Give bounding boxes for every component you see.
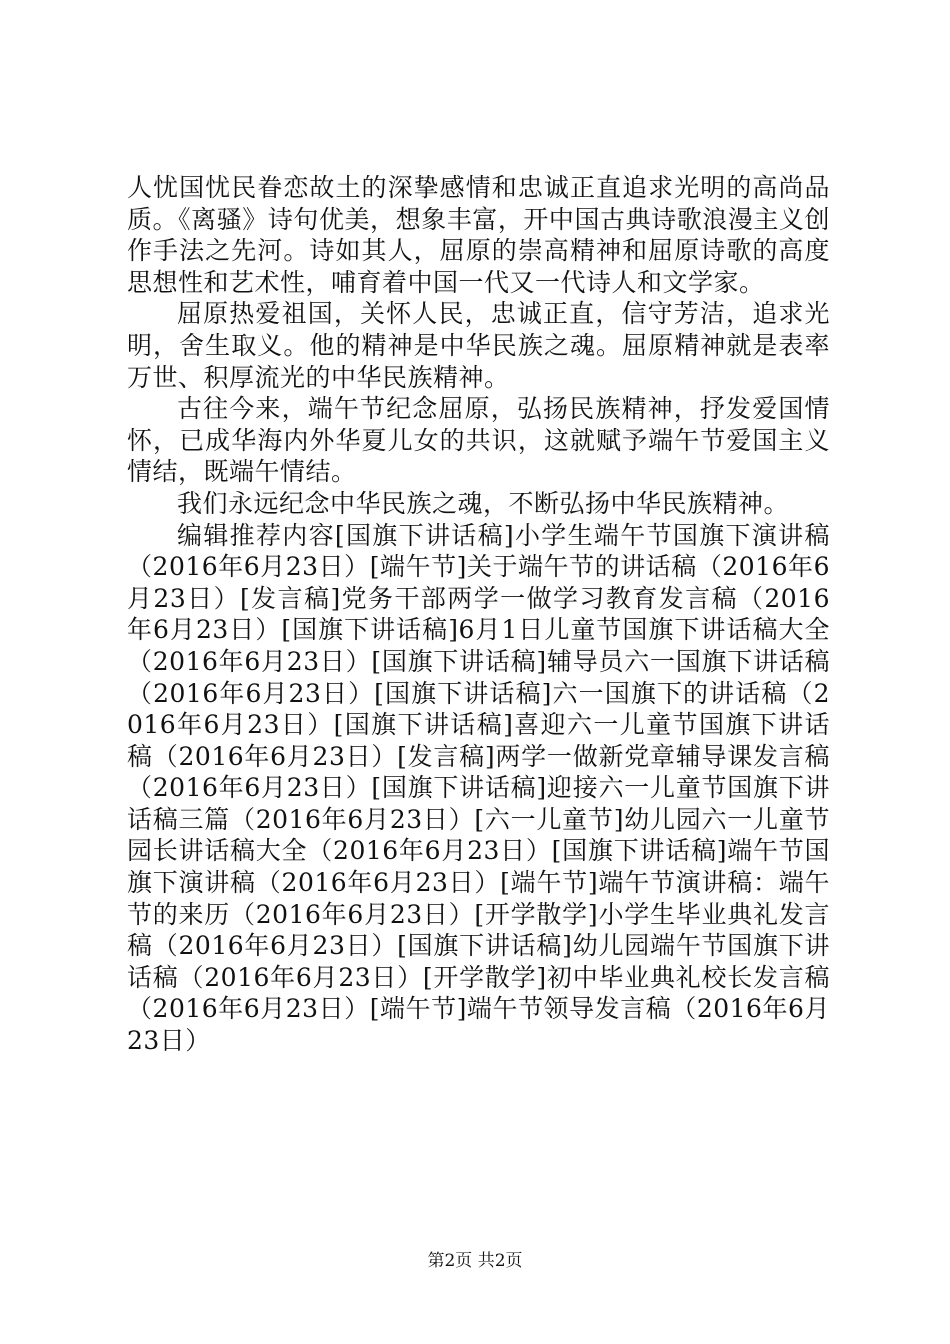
paragraph-3: 古往今来，端午节纪念屈原，弘扬民族精神，抒发爱国情怀，已成华海内外华夏儿女的共识，这就赋予端午节爱国主义情结，既端午情结。	[127, 394, 830, 487]
paragraph-1: 人忧国忧民眷恋故土的深挚感情和忠诚正直追求光明的高尚品质。《离骚》诗句优美，想象丰富，开中国古典诗歌浪漫主义创作手法之先河。诗如其人，屈原的崇高精神和屈原诗歌的高度思想性和艺术性，哺育着中国一代又一代诗人和文学家。	[127, 173, 830, 297]
document-body	[127, 172, 830, 1057]
page-footer: 第2页 共2页	[427, 1251, 523, 1271]
paragraph-5-recommended-list: 编辑推荐内容[国旗下讲话稿]小学生端午节国旗下演讲稿（2016年6月23日）[端午节]关于端午节的讲话稿（2016年6月23日）[发言稿]党务干部两学一做学习教育发言稿（2016年6月23日）[国旗下讲话稿]6月1日儿童节国旗下讲话稿大全（2016年6月23日）[国旗下讲话稿]辅导员六一国旗下讲话稿（2016年6月23日）[国旗下讲话稿]六一国旗下的讲话稿（2016年6月23日）[国旗下讲话稿]喜迎六一儿童节国旗下讲话稿（2016年6月23日）[发言稿]两学一做新党章辅导课发言稿（2016年6月23日）[国旗下讲话稿]迎接六一儿童节国旗下讲话稿三篇（2016年6月23日）[六一儿童节]幼儿园六一儿童节园长讲话稿大全（2016年6月23日）[国旗下讲话稿]端午节国旗下演讲稿（2016年6月23日）[端午节]端午节演讲稿：端午节的来历（2016年6月23日）[开学散学]小学生毕业典礼发言稿（2016年6月23日）[国旗下讲话稿]幼儿园端午节国旗下讲话稿（2016年6月23日）[开学散学]初中毕业典礼校长发言稿（2016年6月23日）[端午节]端午节领导发言稿（2016年6月23日）	[127, 520, 830, 1056]
paragraph-2: 屈原热爱祖国，关怀人民，忠诚正直，信守芳洁，追求光明，舍生取义。他的精神是中华民族之魂。屈原精神就是表率万世、积厚流光的中华民族精神。	[127, 299, 830, 392]
paragraph-4: 我们永远纪念中华民族之魂，不断弘扬中华民族精神。	[177, 488, 790, 518]
